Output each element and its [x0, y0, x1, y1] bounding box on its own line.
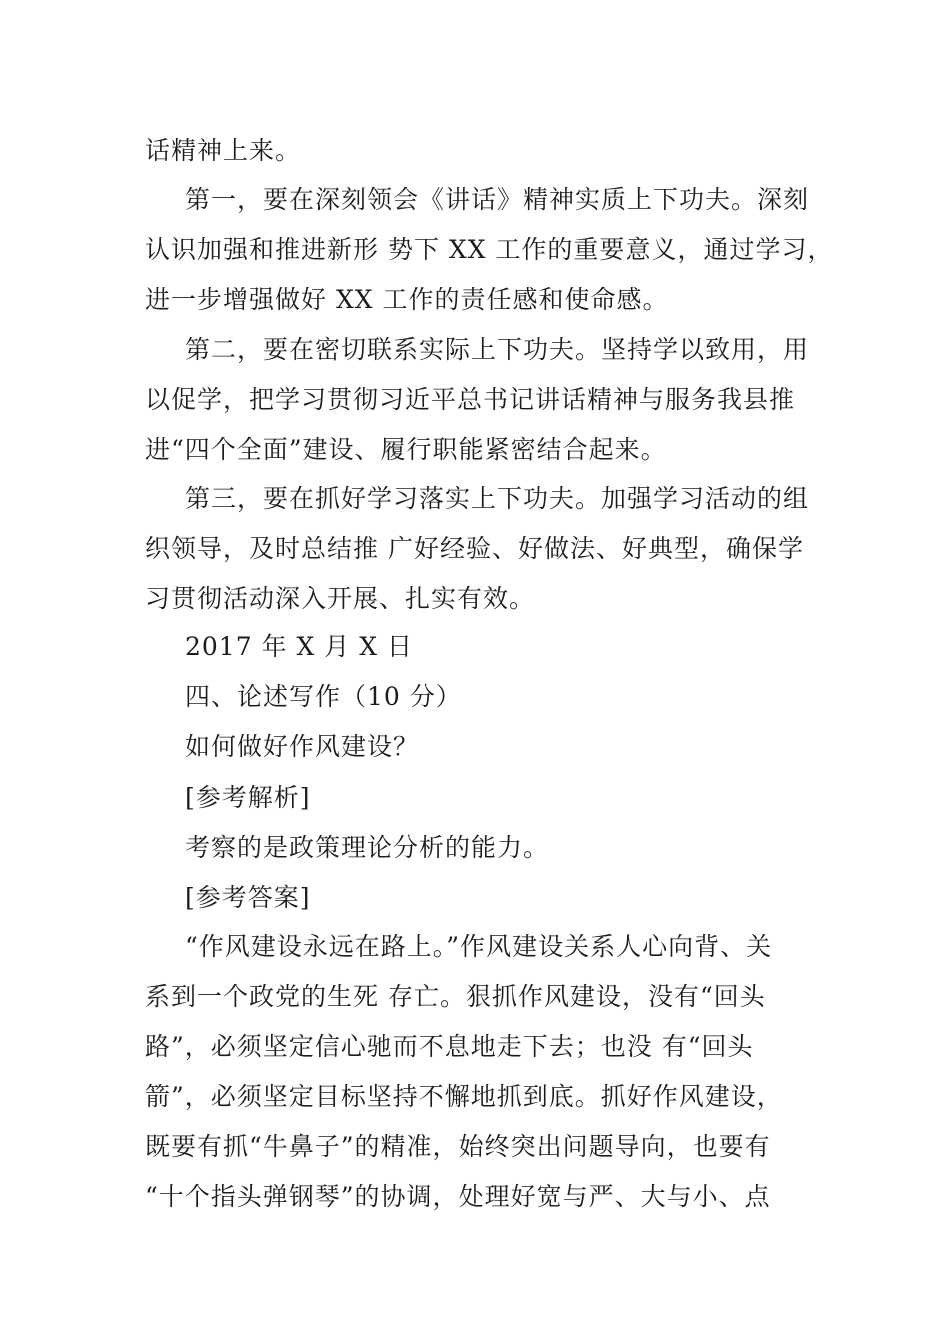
text-line: 织领导，及时总结推 广好经验、好做法、好典型，确保学: [145, 534, 804, 563]
text-line: “作风建设永远在路上。”作风建设关系人心向背、关: [185, 932, 773, 961]
text-line: 路”，必须坚定信心驰而不息地走下去；也没 有“回头: [145, 1032, 754, 1061]
text-line: 第一，要在深刻领会《讲话》精神实质上下功夫。深刻: [185, 185, 810, 214]
text-line: 以促学，把学习贯彻习近平总书记讲话精神与服务我县推: [145, 385, 796, 414]
text-line: 话精神上来。: [145, 136, 302, 165]
text-line: 第三，要在抓好学习落实上下功夫。加强学习活动的组: [185, 484, 810, 513]
text-line: 进一步增强做好 XX 工作的责任感和使命感。: [145, 285, 669, 314]
answer-label: [参考答案]: [185, 883, 311, 912]
analysis-label: [参考解析]: [185, 783, 311, 812]
text-line: 认识加强和推进新形 势下 XX 工作的重要意义，通过学习，: [145, 235, 834, 264]
text-line: 系到一个政党的生死 存亡。狠抓作风建设，没有“回头: [145, 982, 766, 1011]
text-line: 既要有抓“牛鼻子”的精准，始终突出问题导向，也要有: [145, 1132, 771, 1161]
question-line: 如何做好作风建设？: [185, 732, 420, 761]
text-line: “十个指头弹钢琴”的协调，处理好宽与严、大与小、点: [145, 1182, 771, 1211]
section-heading: 四、论述写作（10 分）: [185, 682, 462, 711]
text-line: 第二，要在密切联系实际上下功夫。坚持学以致用，用: [185, 335, 810, 364]
text-line: 进“四个全面”建设、履行职能紧密结合起来。: [145, 435, 667, 464]
text-line: 习贯彻活动深入开展、扎实有效。: [145, 584, 536, 613]
text-line: 考察的是政策理论分析的能力。: [185, 833, 550, 862]
text-line: 箭”，必须坚定目标坚持不懈地抓到底。抓好作风建设，: [145, 1082, 783, 1111]
date-line: 2017 年 X 月 X 日: [185, 632, 413, 661]
